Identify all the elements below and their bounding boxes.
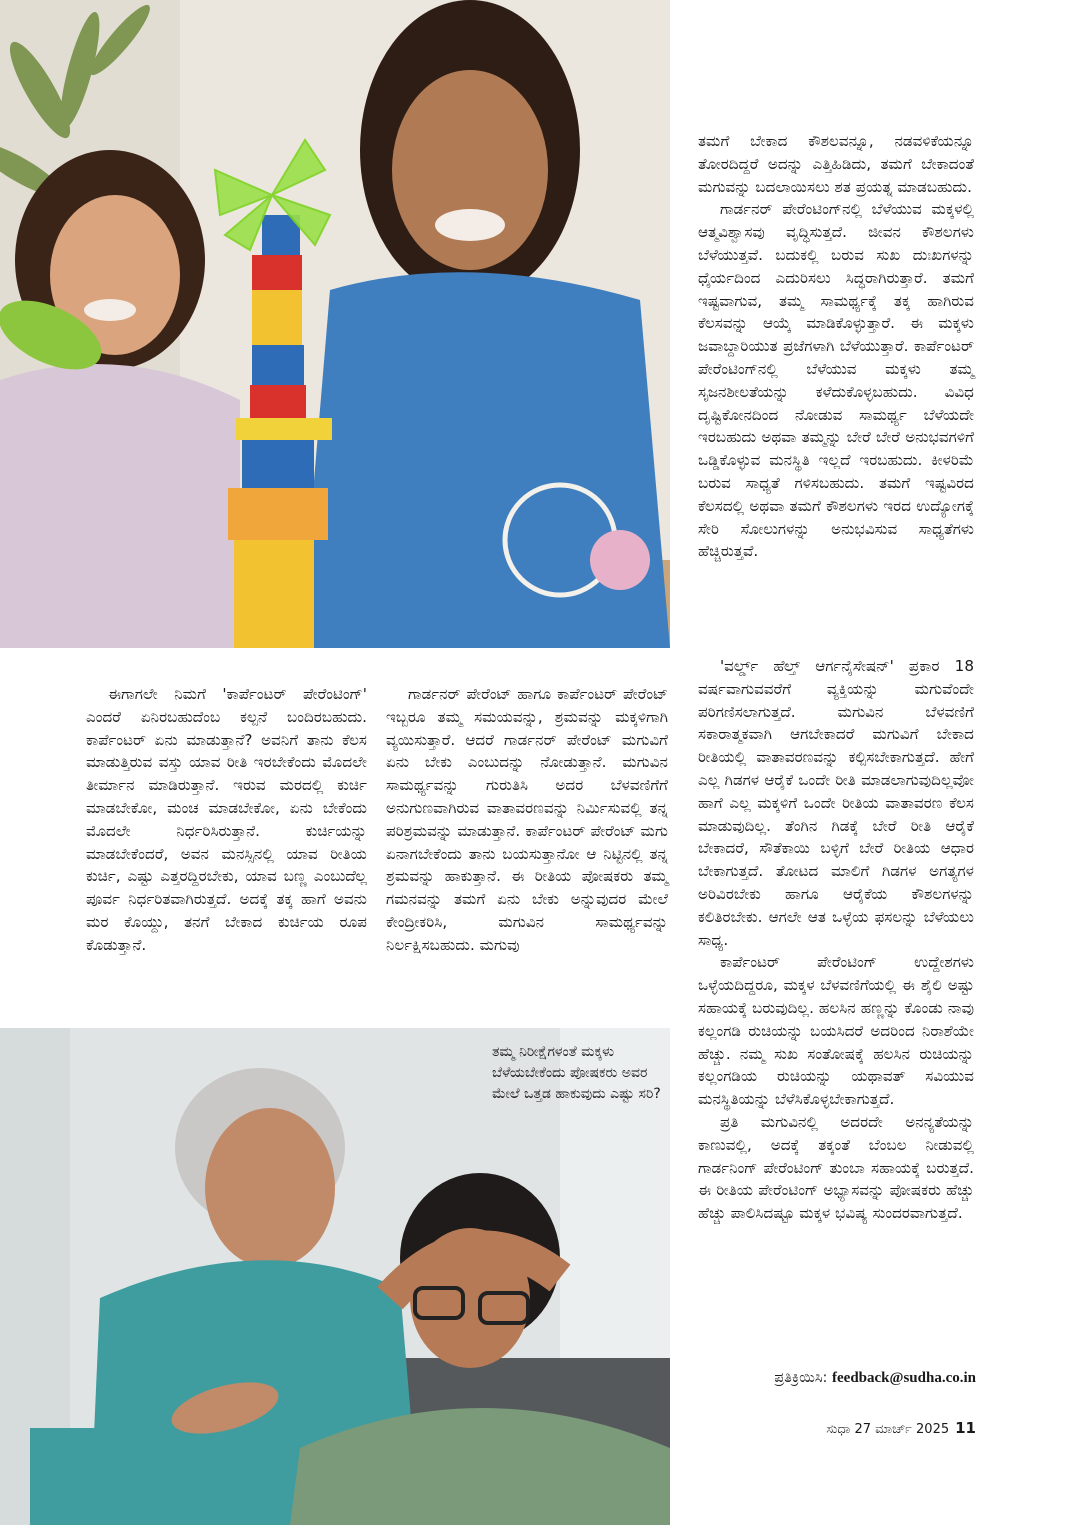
feedback-label: ಪ್ರತಿಕ್ರಿಯಿಸಿ: [774, 1370, 828, 1386]
article-paragraph: ಈಗಾಗಲೇ ನಿಮಗೆ 'ಕಾರ್ಪೆಂಟರ್ ಪೇರೆಂಟಿಂಗ್' ಎಂದರೆ ಏನಿರಬಹುದೆಂಬ ಕಲ್ಪನೆ ಬಂದಿರಬಹುದು. ಕಾರ್ಪೆಂಟರ್ ಏನು ಮಾಡುತ್ತಾನೆ? ಅವನಿಗೆ ತಾನು ಕೆಲಸ ಮಾಡುತ್ತಿರುವ ವಸ್ತು ಯಾವ ರೀತಿ ಇರಬೇಕೆಂದು ಮೊದಲೇ ತೀರ್ಮಾನ ಮಾಡಿರುತ್ತಾನೆ. ಇರುವ ಮರದಲ್ಲಿ ಕುರ್ಚಿ ಮಾಡಬೇಕೋ, ಮಂಚ ಮಾಡಬೇಕೋ, ಏನು ಬೇಕೆಂದು ಮೊದಲೇ ನಿರ್ಧರಿಸಿರುತ್ತಾನೆ. ಕುರ್ಚಿಯನ್ನು ಮಾಡಬೇಕೆಂದರೆ, ಅವನ ಮನಸ್ಸಿನಲ್ಲಿ ಯಾವ ರೀತಿಯ ಕುರ್ಚಿ, ಎಷ್ಟು ಎತ್ತರದ್ದಿರಬೇಕು, ಯಾವ ಬಣ್ಣ ಎಂಬುದೆಲ್ಲ ಪೂರ್ವ ನಿರ್ಧರಿತವಾಗಿರುತ್ತದೆ. ಅದಕ್ಕೆ ತಕ್ಕ ಹಾಗೆ ಅವನು ಮರ ಕೊಯ್ದು, ತನಗೆ ಬೇಕಾದ ಕುರ್ಚಿಯ ರೂಪ ಕೊಡುತ್ತಾನೆ. [86, 685, 367, 954]
article-column-right-bottom [698, 655, 974, 1225]
page-footer [820, 1419, 976, 1437]
article-column-left [86, 683, 367, 957]
article-paragraph: 'ವರ್ಲ್ಡ್ ಹೆಲ್ತ್ ಆರ್ಗನೈಸೇಷನ್' ಪ್ರಕಾರ 18 ವರ್ಷವಾಗುವವರೆಗೆ ವ್ಯಕ್ತಿಯನ್ನು ಮಗುವೆಂದೇ ಪರಿಗಣಿಸಲಾಗುತ್ತದೆ. ಮಗುವಿನ ಬೆಳವಣಿಗೆ ಸಕಾರಾತ್ಮಕವಾಗಿ ಆಗಬೇಕಾದರೆ ಮಗುವಿಗೆ ಬೇಕಾದ ರೀತಿಯಲ್ಲಿ ವಾತಾವರಣವನ್ನು ಕಲ್ಪಿಸಬೇಕಾಗುತ್ತದೆ. ಹೇಗೆ ಎಲ್ಲ ಗಿಡಗಳ ಆರೈಕೆ ಒಂದೇ ರೀತಿ ಮಾಡಲಾಗುವುದಿಲ್ಲವೋ ಹಾಗೆ ಎಲ್ಲ ಮಕ್ಕಳಿಗೆ ಒಂದೇ ರೀತಿಯ ವಾತಾವರಣ ಕೆಲಸ ಮಾಡುವುದಿಲ್ಲ. ತೆಂಗಿನ ಗಿಡಕ್ಕೆ ಬೇರೆ ರೀತಿ ಆರೈಕೆ ಬೇಕಾದರೆ, ಸೌತೆಕಾಯಿ ಬಳ್ಳಿಗೆ ಬೇರೆ ರೀತಿಯ ಆಧಾರ ಬೇಕಾಗುತ್ತದೆ. ತೋಟದ ಮಾಲಿಗೆ ಗಿಡಗಳ ಅಗತ್ಯಗಳ ಅರಿವಿರಬೇಕು ಹಾಗೂ ಆರೈಕೆಯ ಕೌಶಲಗಳನ್ನು ಕಲಿತಿರಬೇಕು. ಆಗಲೇ ಆತ ಒಳ್ಳೆಯ ಫಸಲನ್ನು ಬೆಳೆಯಲು ಸಾಧ್ಯ. [698, 657, 974, 949]
page-number: 11 [955, 1419, 976, 1437]
article-paragraph: ಗಾರ್ಡನರ್ ಪೇರೆಂಟ್ ಹಾಗೂ ಕಾರ್ಪೆಂಟರ್ ಪೇರೆಂಟ್ ಇಬ್ಬರೂ ತಮ್ಮ ಸಮಯವನ್ನು, ಶ್ರಮವನ್ನು ಮಕ್ಕಳಿಗಾಗಿ ವ್ಯಯಿಸುತ್ತಾರೆ. ಆದರೆ ಗಾರ್ಡನರ್ ಪೇರೆಂಟ್ ಮಗುವಿಗೆ ಏನು ಬೇಕು ಎಂಬುದನ್ನು ನೋಡುತ್ತಾನೆ. ಮಗುವಿನ ಸಾಮರ್ಥ್ಯವನ್ನು ಗುರುತಿಸಿ ಅದರ ಬೆಳವಣಿಗೆಗೆ ಅನುಗುಣವಾಗಿರುವ ವಾತಾವರಣವನ್ನು ನಿರ್ಮಿಸುವಲ್ಲಿ ತನ್ನ ಪರಿಶ್ರಮವನ್ನು ಮಾಡುತ್ತಾನೆ. ಕಾರ್ಪೆಂಟರ್ ಪೇರೆಂಟ್ ಮಗು ಏನಾಗಬೇಕೆಂದು ತಾನು ಬಯಸುತ್ತಾನೋ ಆ ನಿಟ್ಟಿನಲ್ಲಿ ತನ್ನ ಶ್ರಮವನ್ನು ಹಾಕುತ್ತಾನೆ. ಈ ರೀತಿಯ ಪೋಷಕರು ತಮ್ಮ ಗಮನವನ್ನು ತಮಗೆ ಏನು ಬೇಕು ಅನ್ನುವುದರ ಮೇಲೆ ಕೇಂದ್ರೀಕರಿಸಿ, ಮಗುವಿನ ಸಾಮರ್ಥ್ಯವನ್ನು ನಿರ್ಲಕ್ಷಿಸಬಹುದು. ಮಗುವು [386, 685, 668, 954]
pull-quote: ತಮ್ಮ ನಿರೀಕ್ಷೆಗಳಂತೆ ಮಕ್ಕಳು ಬೆಳೆಯಬೇಕೆಂದು ಪೋಷಕರು ಅವರ ಮೇಲೆ ಒತ್ತಡ ಹಾಕುವುದು ಎಷ್ಟು ಸರಿ? [492, 1044, 661, 1102]
article-column-middle [386, 683, 668, 957]
article-paragraph: ಕಾರ್ಪೆಂಟರ್ ಪೇರೆಂಟಿಂಗ್ ಉದ್ದೇಶಗಳು ಒಳ್ಳೆಯದಿದ್ದರೂ, ಮಕ್ಕಳ ಬೆಳವಣಿಗೆಯಲ್ಲಿ ಈ ಶೈಲಿ ಅಷ್ಟು ಸಹಾಯಕ್ಕೆ ಬರುವುದಿಲ್ಲ. ಹಲಸಿನ ಹಣ್ಣನ್ನು ಕೊಂಡು ನಾವು ಕಲ್ಲಂಗಡಿ ರುಚಿಯನ್ನು ಬಯಸಿದರೆ ಅದರಿಂದ ನಿರಾಶೆಯೇ ಹೆಚ್ಚು. ನಮ್ಮ ಸುಖ ಸಂತೋಷಕ್ಕೆ ಹಲಸಿನ ರುಚಿಯನ್ನು ಕಲ್ಲಂಗಡಿಯ ರುಚಿಯನ್ನು ಯಥಾವತ್ ಸವಿಯುವ ಮನಸ್ಥಿತಿಯನ್ನು ಬೆಳೆಸಿಕೊಳ್ಳಬೇಕಾಗುತ್ತದೆ. [698, 953, 974, 1109]
article-paragraph: ಗಾರ್ಡನರ್ ಪೇರೆಂಟಿಂಗ್‌ನಲ್ಲಿ ಬೆಳೆಯುವ ಮಕ್ಕಳಲ್ಲಿ ಆತ್ಮವಿಶ್ವಾಸವು ವೃದ್ಧಿಸುತ್ತದೆ. ಜೀವನ ಕೌಶಲಗಳು ಬೆಳೆಯುತ್ತವೆ. ಬದುಕಲ್ಲಿ ಬರುವ ಸುಖ ದುಃಖಗಳನ್ನು ಧೈರ್ಯದಿಂದ ಎದುರಿಸಲು ಸಿದ್ಧರಾಗಿರುತ್ತಾರೆ. ತಮಗೆ ಇಷ್ಟವಾಗುವ, ತಮ್ಮ ಸಾಮರ್ಥ್ಯಕ್ಕೆ ತಕ್ಕ ಹಾಗಿರುವ ಕೆಲಸವನ್ನು ಆಯ್ಕೆ ಮಾಡಿಕೊಳ್ಳುತ್ತಾರೆ. ಈ ಮಕ್ಕಳು ಜವಾಬ್ದಾರಿಯುತ ಪ್ರಜೆಗಳಾಗಿ ಬೆಳೆಯುತ್ತಾರೆ. ಕಾರ್ಪೆಂಟರ್ ಪೇರೆಂಟಿಂಗ್‌ನಲ್ಲಿ ಬೆಳೆಯುವ ಮಕ್ಕಳು ತಮ್ಮ ಸೃಜನಶೀಲತೆಯನ್ನು ಕಳೆದುಕೊಳ್ಳಬಹುದು. ವಿವಿಧ ದೃಷ್ಟಿಕೋನದಿಂದ ನೋಡುವ ಸಾಮರ್ಥ್ಯ ಬೆಳೆಯದೇ ಇರಬಹುದು ಅಥವಾ ತಮ್ಮನ್ನು ಬೇರೆ ಬೇರೆ ಅನುಭವಗಳಿಗೆ ಒಡ್ಡಿಕೊಳ್ಳುವ ಮನಸ್ಥಿತಿ ಇಲ್ಲದೆ ಇರಬಹುದು. ಕೀಳರಿಮೆ ಬರುವ ಸಾಧ್ಯತೆ ಗಳಿಸಬಹುದು. ತಮಗೆ ಇಷ್ಟವಿರದ ಕೆಲಸದಲ್ಲಿ ಅಥವಾ ತಮಗೆ ಕೌಶಲಗಳು ಇರದ ಉದ್ಯೋಗಕ್ಕೆ ಸೇರಿ ಸೋಲುಗಳನ್ನು ಅನುಭವಿಸುವ ಸಾಧ್ಯತೆಗಳು ಹೆಚ್ಚಿರುತ್ತವೆ. [698, 200, 974, 561]
magazine-date: ಸುಧಾ 27 ಮಾರ್ಚ್ 2025 [826, 1422, 950, 1437]
article-paragraph: ಪ್ರತಿ ಮಗುವಿನಲ್ಲಿ ಅದರದೇ ಅನನ್ಯತೆಯನ್ನು ಕಾಣುವಲ್ಲಿ, ಅದಕ್ಕೆ ತಕ್ಕಂತೆ ಬೆಂಬಲ ನೀಡುವಲ್ಲಿ ಗಾರ್ಡನಿಂಗ್ ಪೇರೆಂಟಿಂಗ್ ತುಂಬಾ ಸಹಾಯಕ್ಕೆ ಬರುತ್ತದೆ. ಈ ರೀತಿಯ ಪೇರೆಂಟಿಂಗ್ ಅಭ್ಯಾಸವನ್ನು ಪೋಷಕರು ಹೆಚ್ಚು ಹೆಚ್ಚು ಪಾಲಿಸಿದಷ್ಟೂ ಮಕ್ಕಳ ಭವಿಷ್ಯ ಸುಂದರವಾಗುತ್ತದೆ. [698, 1112, 974, 1223]
feedback-line [752, 1370, 976, 1387]
article-column-right-top [698, 130, 974, 563]
photo-mother-daughter-blocks [0, 0, 670, 648]
feedback-email[interactable]: feedback@sudha.co.in [832, 1370, 976, 1386]
article-paragraph: ತಮಗೆ ಬೇಕಾದ ಕೌಶಲವನ್ನೂ, ನಡವಳಿಕೆಯನ್ನೂ ತೋರದಿದ್ದರೆ ಅದನ್ನು ಎತ್ತಿಹಿಡಿದು, ತಮಗೆ ಬೇಕಾದಂತೆ ಮಗುವನ್ನು ಬದಲಾಯಿಸಲು ಶತ ಪ್ರಯತ್ನ ಮಾಡಬಹುದು. [698, 132, 974, 196]
